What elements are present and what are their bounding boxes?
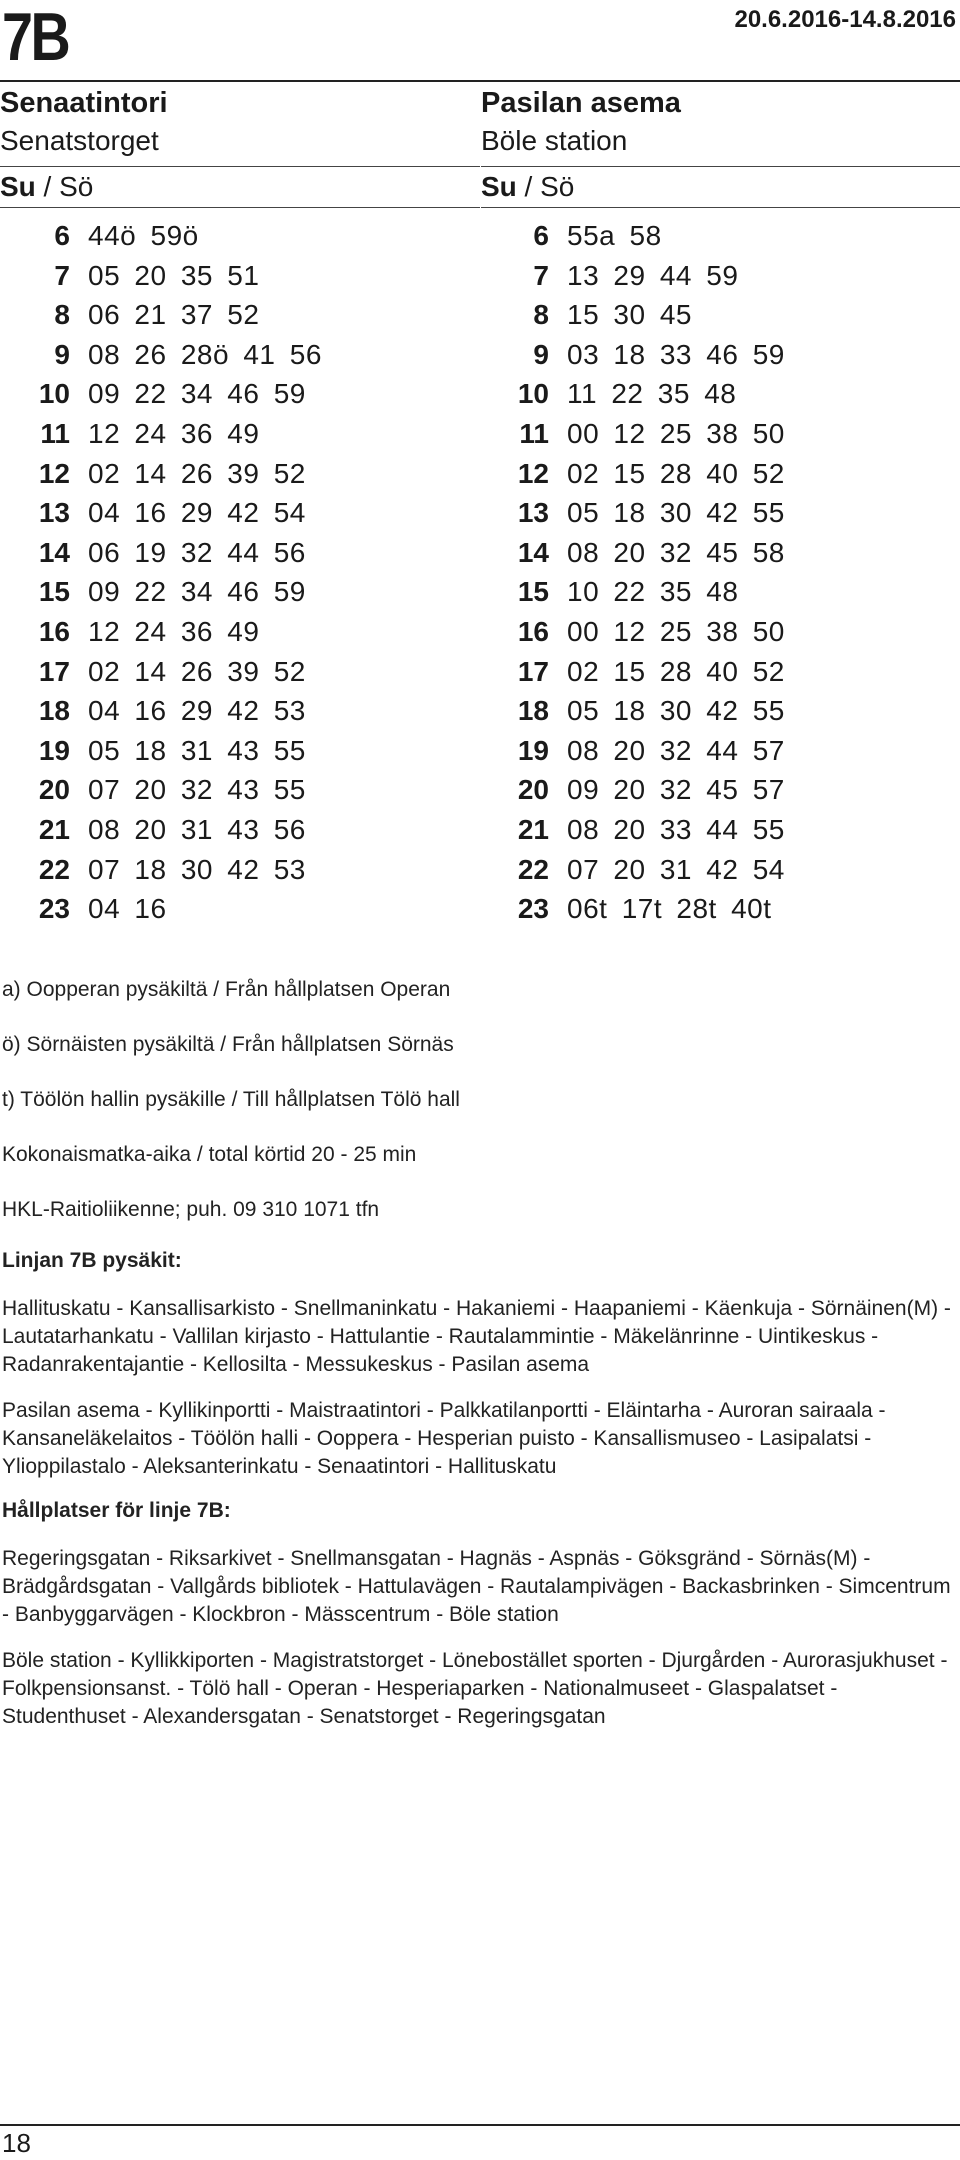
departure-row [0,691,480,731]
departure-row [481,454,960,494]
hour: 10 [38,378,70,410]
departure-row [0,850,480,890]
minutes: 07 20 32 43 55 [88,774,306,806]
minutes: 06 19 32 44 56 [88,536,306,568]
note-operator: HKL-Raitioliikenne; puh. 09 310 1071 tfn [2,1198,380,1221]
minutes: 00 12 25 38 50 [567,417,785,449]
stops-sv-heading: Hållplatser för linje 7B: [2,1499,231,1522]
minutes: 02 14 26 39 52 [88,655,306,687]
stops-fi-heading: Linjan 7B pysäkit: [2,1249,182,1272]
date-range: 20.6.2016-14.8.2016 [734,6,956,33]
departure-row [481,216,960,256]
departure-row [481,652,960,692]
hour: 11 [40,417,70,449]
hour: 11 [519,417,549,449]
departure-row [0,216,480,256]
minutes: 10 22 35 48 [567,576,739,608]
departure-row [0,335,480,375]
hour: 21 [517,813,549,845]
day-label-rest: / Sö [35,171,94,202]
departure-row [0,295,480,335]
hour: 19 [517,734,549,766]
day-label-bold: Su [0,171,36,202]
timetable-left [0,84,480,929]
minutes: 03 18 33 46 59 [567,338,785,370]
minutes: 04 16 29 42 54 [88,497,306,529]
departure-rows [481,207,960,929]
departure-row [481,612,960,652]
departure-row [481,810,960,850]
hour: 22 [38,853,70,885]
hour: 13 [517,497,549,529]
minutes: 09 22 34 46 59 [88,576,306,608]
departure-row [0,533,480,573]
route-number: 7B [2,0,69,75]
day-label-bold: Su [481,171,517,202]
hour: 14 [38,536,70,568]
minutes: 08 20 32 45 58 [567,536,785,568]
day-label [0,167,480,207]
hour: 22 [517,853,549,885]
departure-row [481,533,960,573]
departure-row [0,256,480,296]
hour: 9 [54,338,70,370]
minutes: 09 20 32 45 57 [567,774,785,806]
hour: 23 [517,893,549,925]
departure-row [481,691,960,731]
departure-row [0,652,480,692]
hour: 17 [517,655,549,687]
stop-name-fi: Pasilan asema [481,87,681,119]
hour: 6 [54,220,70,251]
hour: 21 [38,813,70,845]
departure-row [0,414,480,454]
departure-row [0,374,480,414]
stop-name-fi: Senaatintori [0,87,168,119]
hour: 8 [54,299,70,331]
stop-name-sv: Böle station [481,125,628,156]
note-t: t) Töölön hallin pysäkille / Till hållplatsen Tölö hall [2,1088,460,1111]
minutes: 04 16 29 42 53 [88,695,306,727]
departure-row [481,414,960,454]
minutes: 00 12 25 38 50 [567,615,785,647]
hour: 12 [38,457,70,489]
departure-row [0,889,480,929]
hour: 16 [517,615,549,647]
hour: 7 [533,259,549,291]
minutes: 02 15 28 40 52 [567,457,785,489]
departure-row [0,770,480,810]
departure-row [0,810,480,850]
hour: 20 [517,774,549,806]
departure-row [0,572,480,612]
departure-row [481,770,960,810]
hour: 10 [517,378,549,410]
note-a: a) Oopperan pysäkiltä / Från hållplatsen Operan [2,978,451,1001]
stops-fi-route2: Pasilan asema - Kyllikinportti - Maistraatintori - Palkkatilanportti - Eläintarha - Auroran sairaala - Kansaneläkelaitos - Töölön halli - Ooppera - Hesperian puisto - Kansallismuseo - Lasipalatsi - Ylioppilastalo - Aleksanterinkatu - Senaatintori - Hallituskatu [2,1399,886,1478]
departure-row [481,295,960,335]
hour: 7 [54,259,70,291]
hour: 18 [38,695,70,727]
stops-fi-route1: Hallituskatu - Kansallisarkisto - Snellmaninkatu - Hakaniemi - Haapaniemi - Käenkuja - Sörnäinen(M) - Lautatarhankatu - Vallilan kirjasto - Hattulantie - Rautalammintie - Mäkelänrinne - Uintikeskus - Radanrakentajantie - Kellosilta - Messukeskus - Pasilan asema [2,1297,951,1376]
minutes: 06 21 37 52 [88,299,260,331]
stops-sv-route1: Regeringsgatan - Riksarkivet - Snellmansgatan - Hagnäs - Aspnäs - Göksgränd - Sörnäs(M) - Brädgårdsgatan - Vallgårds bibliotek - Hattulavägen - Rautalampivägen - Backasbrinken - Simcentrum - Banbyggarvägen - Klockbron - Mässcentrum - Böle station [2,1547,951,1626]
hour: 19 [38,734,70,766]
minutes: 05 18 31 43 55 [88,734,306,766]
hour: 15 [38,576,70,608]
day-label-rest: / Sö [516,171,575,202]
hour: 12 [517,457,549,489]
hour: 9 [533,338,549,370]
departure-row [0,731,480,771]
minutes: 09 22 34 46 59 [88,378,306,410]
departure-row [0,454,480,494]
note-travel-time: Kokonaismatka-aika / total körtid 20 - 25 min [2,1143,417,1166]
departure-rows [0,207,480,929]
minutes: 13 29 44 59 [567,259,739,291]
minutes: 05 20 35 51 [88,259,260,291]
hour: 20 [38,774,70,806]
departure-row [0,612,480,652]
hour: 17 [38,655,70,687]
hour: 13 [38,497,70,529]
departure-row [481,493,960,533]
departure-row [481,731,960,771]
note-o: ö) Sörnäisten pysäkiltä / Från hållplatsen Sörnäs [2,1033,454,1056]
minutes: 05 18 30 42 55 [567,695,785,727]
departure-row [481,335,960,375]
minutes: 15 30 45 [567,299,692,331]
notes-section [2,970,956,1749]
hour: 16 [38,615,70,647]
day-label [481,167,960,207]
timetable-right [481,84,960,929]
hour: 6 [533,220,549,251]
minutes: 02 15 28 40 52 [567,655,785,687]
bottom-divider [0,2124,960,2126]
departure-row [481,256,960,296]
departure-row [481,850,960,890]
minutes: 08 20 32 44 57 [567,734,785,766]
page-number: 18 [2,2128,31,2158]
departure-row [481,374,960,414]
minutes: 04 16 [88,893,167,925]
departure-row [0,493,480,533]
minutes: 55a 58 [567,220,662,251]
hour: 23 [38,893,70,925]
minutes: 08 26 28ö 41 56 [88,338,322,370]
stop-name-sv: Senatstorget [0,125,159,156]
minutes: 05 18 30 42 55 [567,497,785,529]
minutes: 07 18 30 42 53 [88,853,306,885]
minutes: 07 20 31 42 54 [567,853,785,885]
minutes: 12 24 36 49 [88,615,260,647]
minutes: 08 20 33 44 55 [567,813,785,845]
hour: 14 [517,536,549,568]
hour: 8 [533,299,549,331]
departure-row [481,572,960,612]
minutes: 02 14 26 39 52 [88,457,306,489]
hour: 15 [517,576,549,608]
top-divider [0,80,960,82]
departure-row [481,889,960,929]
stops-sv-route2: Böle station - Kyllikkiporten - Magistratstorget - Lönebostället sporten - Djurgården - Aurorasjukhuset - Folkpensionsanst. - Tölö hall - Operan - Hesperiaparken - Nationalmuseet - Glaspalatset - Studenthuset - Alexandersgatan - Senatstorget - Regeringsgatan [2,1649,948,1728]
minutes: 44ö 59ö [88,220,199,251]
minutes: 06t 17t 28t 40t [567,893,772,925]
hour: 18 [517,695,549,727]
minutes: 08 20 31 43 56 [88,813,306,845]
minutes: 12 24 36 49 [88,417,260,449]
minutes: 11 22 35 48 [567,378,737,410]
